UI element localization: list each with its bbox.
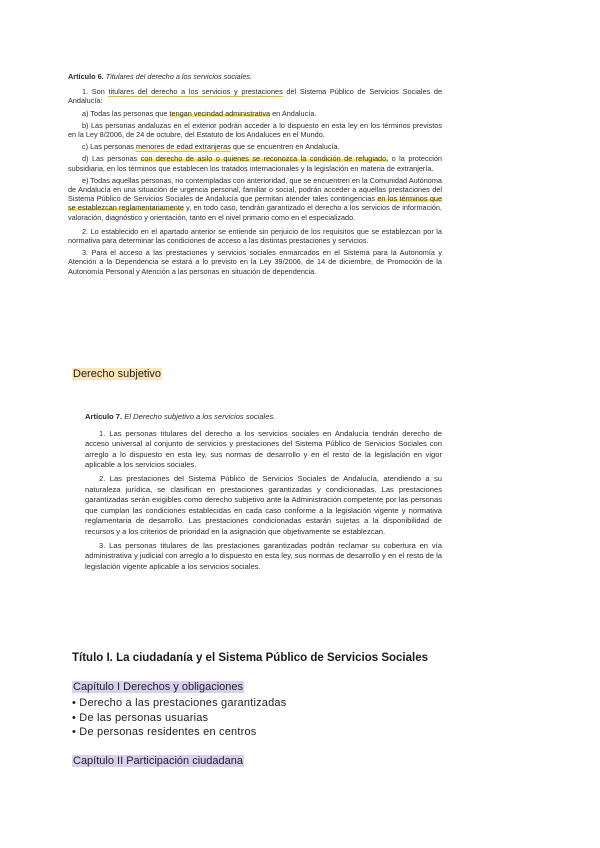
highlight-menores: menores de edad extranjeras	[135, 142, 231, 152]
article-7-title: El Derecho subjetivo a los servicios sociales.	[124, 412, 276, 421]
article-7-paragraph-3: 3. Las personas titulares de las prestaciones garantizadas podrán reclamar su cobertura en vía administrativa y judicial con arreglo a lo dispuesto en esta ley, sus normas de desarrollo y en el resto de la legislación vigente aplicable a los servicios sociales.	[85, 540, 442, 571]
highlight-vecindad: tengan vecindad administrativa	[169, 108, 271, 118]
chapter-2-heading: Capítulo II Participación ciudadana	[73, 755, 243, 767]
article-6-item-d: d) Las personas con derecho de asilo o quienes se reconozca la condición de refugiado, o la protección subsidiaria, en los términos que establecen los tratados internacionales y la legislación en materia de extranjería.	[68, 154, 442, 173]
chapter-1-heading: Capítulo I Derechos y obligaciones	[73, 681, 243, 693]
article-6-paragraph-3: 3. Para el acceso a las prestaciones y servicios sociales enmarcados en el Sistema para la Autonomía y Atención a la Dependencia se estará a lo previsto en la Ley 39/2006, de 14 de diciembre, de Promoción de la Autonomía Personal y Atención a las personas en situación de dependencia.	[68, 248, 442, 276]
article-6-label: Artículo 6.	[68, 72, 104, 81]
highlight-titulares: titulares del derecho a los servicios y prestaciones	[108, 87, 283, 97]
article-6-title: Titulares del derecho a los servicios sociales.	[105, 72, 253, 81]
highlight-asilo: con derecho de asilo o quienes se reconozca la condición de refugiado,	[140, 154, 389, 164]
section-title: Título I. La ciudadanía y el Sistema Público de Servicios Sociales	[72, 652, 428, 664]
article-6-heading	[68, 72, 442, 81]
article-7-heading	[85, 412, 442, 423]
highlight-reglamentariamente: en los términos que se establezcan reglamentariamente	[68, 194, 442, 213]
article-6-item-b: b) Las personas andaluzas en el exterior podrán acceder a lo dispuesto en esta ley en los términos previstos en la Ley 8/2006, de 24 de octubre, del Estatuto de los Andaluces en el Mundo.	[68, 120, 442, 140]
article-6-item-c: c) Las personas menores de edad extranjeras que se encuentren en Andalucía.	[82, 142, 340, 152]
article-7-paragraph-1: 1. Las personas titulares del derecho a los servicios sociales en Andalucía tendrán derecho de acceso universal al conjunto de servicios y prestaciones del Sistema Público de Servicios Sociales con arreglo a lo dispuesto en esta ley, sus normas de desarrollo y en el resto de la legislación en vigor aplicable a los servicios sociales.	[85, 428, 442, 470]
article-7-paragraph-2: 2. Las prestaciones del Sistema Público de Servicios Sociales de Andalucía, atendiendo a su naturaleza jurídica, se clasifican en prestaciones garantizadas y condicionadas. Las prestaciones garantizadas serán exigibles como derecho subjetivo ante la Administración competente por las personas que cumplan las condiciones establecidas en cada caso conforme a la legislación vigente y normativa reglamentaria de desarrollo. Las prestaciones condicionadas estarán sujetas a la disponibilidad de recursos y a los criterios de prioridad en la asignación que objetivamente se establezcan.	[85, 473, 442, 536]
article-6-scan	[68, 72, 442, 279]
note-derecho-subjetivo: Derecho subjetivo	[73, 368, 162, 380]
article-6-item-e: e) Todas aquellas personas, no contempladas con anterioridad, que se encuentren en la Comunidad Autónoma de Andalucía en una situación de urgencia personal, familiar o social, podrán acceder a aquellas prestaciones del Sistema Público de Servicios Sociales de Andalucía que permitan atender tales contingencias en los términos que se establezcan reglamentariamente y, en todo caso, tendrán garantizado el derecho a los servicios de información, valoración, diagnóstico y orientación, tanto en el nivel primario como en el especializado.	[68, 175, 442, 222]
article-7-scan	[85, 412, 442, 575]
article-6-item-a: a) Todas las personas que tengan vecindad administrativa en Andalucía.	[82, 108, 317, 118]
list-item: • De personas residentes en centros	[72, 726, 257, 738]
chapter-1-list	[72, 696, 286, 740]
article-6-paragraph-2: 2. Lo establecido en el apartado anterior se entiende sin perjuicio de los requisitos que se establezcan por la normativa para determinar las condiciones de acceso a las distintas prestaciones y servicios.	[68, 226, 442, 246]
article-6-paragraph-1: 1. Son titulares del derecho a los servicios y prestaciones del Sistema Público de Servicios Sociales de Andalucía:	[68, 87, 443, 106]
list-item: • De las personas usuarias	[72, 711, 209, 724]
article-7-label: Artículo 7.	[85, 412, 123, 421]
list-item: • Derecho a las prestaciones garantizadas	[72, 697, 287, 709]
